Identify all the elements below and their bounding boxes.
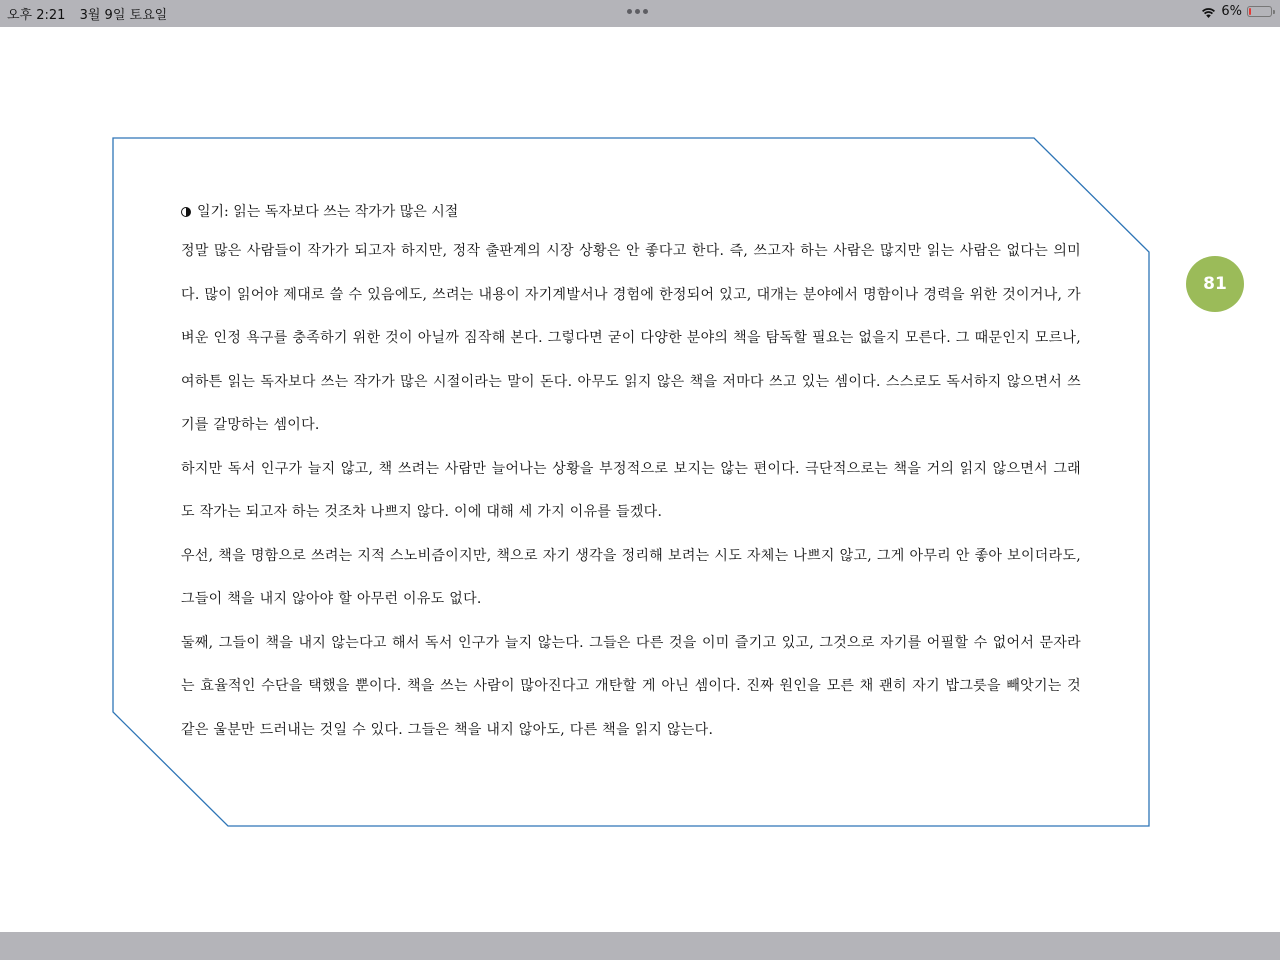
paragraph-3: 우선, 책을 명함으로 쓰려는 지적 스노비즘이지만, 책으로 자기 생각을 정리해 보려는 시도 자체는 나쁘지 않고, 그게 아무리 안 좋아 보이더라도, 그들이 책을 내지 않아야 할 아무런 이유도 없다.: [181, 547, 1081, 607]
status-left: [7, 4, 177, 23]
page-heading: [181, 194, 1081, 230]
battery-percent: 6%: [1221, 4, 1242, 19]
status-date: 3월 9일 토요일: [79, 8, 168, 23]
status-time: 오후 2:21: [7, 8, 66, 23]
status-bar: [0, 0, 1280, 27]
heading-text: 일기: 읽는 독자보다 쓰는 작가가 많은 시절: [197, 204, 459, 220]
paragraph-4: 둘째, 그들이 책을 내지 않는다고 해서 독서 인구가 늘지 않는다. 그들은 다른 것을 이미 즐기고 있고, 그것으로 자기를 어필할 수 없어서 문자라는 효율적인 수단을 택했을 뿐이다. 책을 쓰는 사람이 많아진다고 개탄할 게 아닌 셈이다. 진짜 원인을 모른 채 괜히 자기 밥그릇을 빼앗기는 것 같은 울분만 드러내는 것일 수 있다. 그들은 책을 내지 않아도, 다른 책을 읽지 않는다.: [181, 634, 1081, 738]
battery-icon: [1247, 6, 1272, 17]
status-right: [1201, 4, 1272, 19]
paragraph-2: 하지만 독서 인구가 늘지 않고, 책 쓰려는 사람만 늘어나는 상황을 부정적으로 보지는 않는 편이다. 극단적으로는 책을 거의 읽지 않으면서 그래도 작가는 되고자 하는 것조차 나쁘지 않다. 이에 대해 세 가지 이유를 들겠다.: [181, 460, 1081, 520]
more-dots-icon[interactable]: [627, 9, 648, 14]
half-circle-icon: [181, 207, 191, 217]
wifi-icon: [1201, 7, 1216, 18]
battery-level: [1249, 8, 1251, 15]
bottom-bar: [0, 932, 1280, 960]
paragraph-1: 정말 많은 사람들이 작가가 되고자 하지만, 정작 출판계의 시장 상황은 안 좋다고 한다. 즉, 쓰고자 하는 사람은 많지만 읽는 사람은 없다는 의미다. 많이 읽어야 제대로 쓸 수 있음에도, 쓰려는 내용이 자기계발서나 경험에 한정되어 있고, 대개는 분야에서 명함이나 경력을 위한 것이거나, 가벼운 인정 욕구를 충족하기 위한 것이 아닐까 짐작해 본다. 그렇다면 굳이 다양한 분야의 책을 탐독할 필요는 없을지 모른다. 그 때문인지 모르나, 여하튼 읽는 독자보다 쓰는 작가가 많은 시절이라는 말이 돈다. 아무도 읽지 않은 책을 저마다 쓰고 있는 셈이다. 스스로도 독서하지 않으면서 쓰기를 갈망하는 셈이다.: [181, 243, 1081, 433]
page-number: 81: [1203, 274, 1227, 294]
page-number-badge: [1186, 256, 1244, 312]
document-body: [181, 194, 1081, 752]
